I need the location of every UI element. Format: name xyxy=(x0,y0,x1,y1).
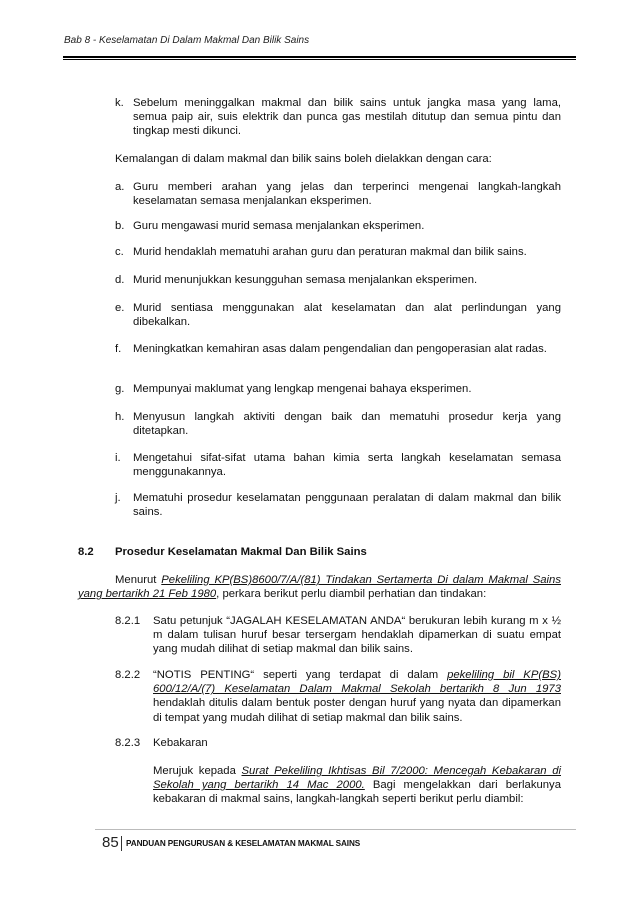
paragraph-intro: Kemalangan di dalam makmal dan bilik sains boleh dielakkan dengan cara: xyxy=(115,153,492,165)
list-label: a. xyxy=(115,181,125,193)
list-text: Sebelum meninggalkan makmal dan bilik sains untuk jangka masa yang lama, semua paip air, suis elektrik dan punca gas mestilah ditutup dan semua pintu dan tingkap mesti dikunci. xyxy=(133,97,561,138)
list-label: b. xyxy=(115,220,125,232)
subsection-text xyxy=(153,668,561,725)
list-label: h. xyxy=(115,411,125,423)
footer-rule xyxy=(95,829,576,830)
list-text: Menyusun langkah aktiviti dengan baik dan mematuhi prosedur kerja yang ditetapkan. xyxy=(133,411,561,438)
list-text: Murid sentiasa menggunakan alat keselamatan dan alat perlindungan yang dibekalkan. xyxy=(133,302,561,329)
header-rule xyxy=(63,56,576,58)
section-number: 8.2 xyxy=(78,546,94,558)
list-item-b xyxy=(115,219,561,233)
subsection-8-2-1 xyxy=(115,614,561,657)
list-item-c xyxy=(115,245,561,259)
footer-title: PANDUAN PENGURUSAN & KESELAMATAN MAKMAL SAINS xyxy=(126,839,361,848)
list-text: Murid hendaklah mematuhi arahan guru dan peraturan makmal dan bilik sains. xyxy=(133,246,527,258)
list-item-f xyxy=(115,342,561,356)
list-label: i. xyxy=(115,452,121,464)
circular-reference: pekeliling bil KP(BS) 600/12/A/(7) Keselamatan Dalam Makmal Sekolah bertarikh 8 Jun 1973 xyxy=(153,669,561,696)
list-label: g. xyxy=(115,383,125,395)
list-text: Guru mengawasi murid semasa menjalankan eksperimen. xyxy=(133,220,425,232)
list-item-h xyxy=(115,410,561,438)
text-run: “NOTIS PENTING“ seperti yang terdapat di dalam xyxy=(153,669,448,681)
circular-reference: Surat Pekeliling Ikhtisas Bil 7/2000: Mencegah Kebakaran di Sekolah yang bertarikh 14 Mac 2000. xyxy=(153,765,561,792)
list-item-d xyxy=(115,273,561,287)
subsection-number: 8.2.2 xyxy=(115,669,141,681)
subsection-8-2-3 xyxy=(115,736,561,750)
section-title: Prosedur Keselamatan Makmal Dan Bilik Sains xyxy=(115,546,367,558)
header-rule-thin xyxy=(63,59,576,60)
intro-text: Menurut xyxy=(115,574,162,586)
list-item-k xyxy=(115,96,561,139)
subsection-number: 8.2.3 xyxy=(115,737,141,749)
text-run: Bagi mengelakkan dari berlakunya kebakaran di makmal sains, langkah-langkah seperti berikut perlu diambil: xyxy=(153,779,561,806)
list-item-g xyxy=(115,382,561,396)
list-item-e xyxy=(115,301,561,329)
subsection-number: 8.2.1 xyxy=(115,615,141,627)
subsection-text: Satu petunjuk “JAGALAH KESELAMATAN ANDA“ berukuran lebih kurang m x ½ m dalam tulisan huruf besar tersergam hendaklah dipamerkan di suatu empat yang mudah dilihat di setiap makmal dan bilik sains. xyxy=(153,615,561,656)
subsection-8-2-2 xyxy=(115,668,561,725)
list-label: j. xyxy=(115,492,121,504)
list-text: Meningkatkan kemahiran asas dalam pengendalian dan pengoperasian alat radas. xyxy=(133,343,547,355)
text-run: hendaklah ditulis dalam bentuk poster dengan huruf yang nyata dan dipamerkan di tempat yang mudah dilihat di setiap makmal dan bilik sains. xyxy=(153,697,561,724)
list-label: d. xyxy=(115,274,125,286)
list-item-j xyxy=(115,491,561,519)
list-label: c. xyxy=(115,246,124,258)
list-item-i xyxy=(115,451,561,479)
section-intro xyxy=(78,573,561,601)
list-text: Mengetahui sifat-sifat utama bahan kimia serta langkah keselamatan semasa menggunakannya. xyxy=(133,452,561,479)
intro-text: , perkara berikut perlu diambil perhatian dan tindakan: xyxy=(216,588,487,601)
subsection-paragraph xyxy=(153,764,561,807)
list-label: e. xyxy=(115,302,125,314)
list-text: Murid menunjukkan kesungguhan semasa menjalankan eksperimen. xyxy=(133,274,478,286)
list-label: k. xyxy=(115,97,124,109)
text-run: Merujuk kepada xyxy=(153,765,242,777)
page-number: 85 xyxy=(102,834,119,851)
circular-reference: Pekeliling KP(BS)8600/7/A/(81) Tindakan Sertamerta Di dalam Makmal Sains yang bertarikh 21 Feb 1980 xyxy=(78,574,561,601)
list-label: f. xyxy=(115,343,122,355)
list-item-a xyxy=(115,180,561,208)
footer-separator xyxy=(121,836,122,851)
list-text: Guru memberi arahan yang jelas dan terperinci mengenai langkah-langkah keselamatan semasa menjalankan eksperimen. xyxy=(133,181,561,208)
running-header: Bab 8 - Keselamatan Di Dalam Makmal Dan Bilik Sains xyxy=(64,35,310,46)
list-text: Mematuhi prosedur keselamatan penggunaan peralatan di dalam makmal dan bilik sains. xyxy=(133,492,561,519)
subsection-title: Kebakaran xyxy=(153,737,208,749)
list-text: Mempunyai maklumat yang lengkap mengenai bahaya eksperimen. xyxy=(133,383,472,395)
